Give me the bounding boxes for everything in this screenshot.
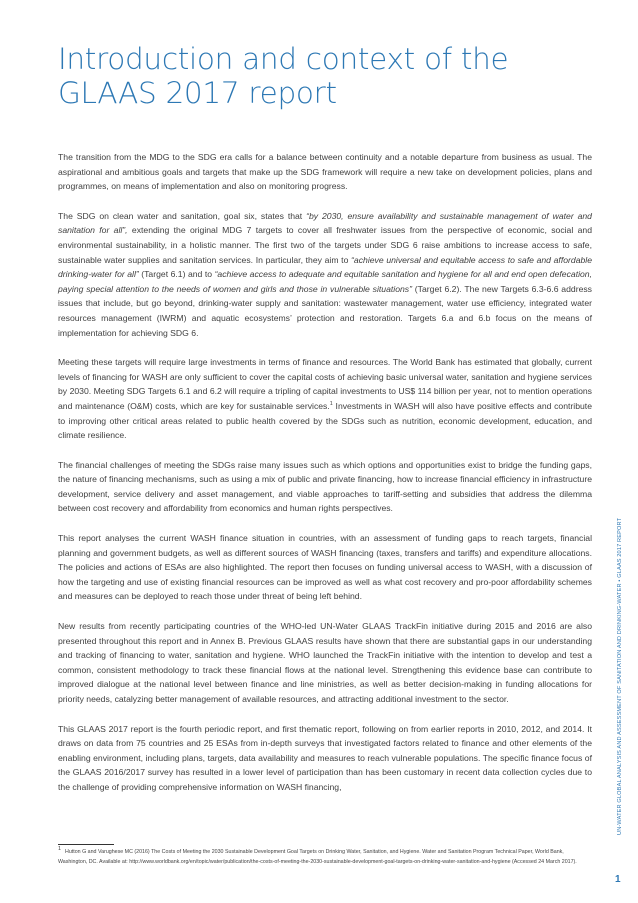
text-run: New results from recently participating countries of the WHO-led UN-Water GLAAS TrackFin initiative during 2015 and 2016 are also presented throughout this report and in Annex B. Previous GLAAS results have shown that there are substantial gaps in our understanding and tracking of financing to water, sanitation and hygiene. WHO launched the TrackFin initiative with the intention to develop and test a common, consistent methodology to track these financial flows at the national level. Strengthening this evidence base can contribute to improved dialogue at the national level between finance and line ministries, as well as better decision-making in funding allocations for priority needs, catalyzing better management of available resources, and attracting additional investment to the sector.: [58, 621, 592, 704]
text-run: Meeting these targets will require large investments in terms of finance and resources. The World Bank has estimated that globally, current levels of financing for WASH are only sufficient to cover the capital costs of achieving basic universal water, sanitation and hygiene services by 2030. Meeting SDG Targets 6.1 and 6.2 will require a tripling of capital investments to US$ 114 billion per year, not to mention operations and maintenance (O&M) costs, which are key for sustainable services.: [58, 357, 592, 411]
body-text: [58, 150, 592, 810]
text-run: The transition from the MDG to the SDG era calls for a balance between continuity and a notable departure from business as usual. The aspirational and ambitious goals and targets that make up the SDG framework will require a new take on development policies, plans and programmes, on means of implementation and also on monitoring progress.: [58, 152, 592, 192]
paragraph: [58, 458, 592, 516]
quoted-text: “achieve universal and equitable access to safe and affordable drinking-water for all”: [58, 254, 592, 280]
text-run: The financial challenges of meeting the SDGs raise many issues such as which options and opportunities exist to bridge the funding gaps, the nature of financing mechanisms, such as using a mix of public and private financing, how to increase financial efficiency in infrastructure development, service delivery and asset management, and viable approaches to tariff-setting and subsidies that address the dilemma between cost recovery and affordability from economics and human rights perspectives.: [58, 459, 592, 514]
quoted-text: “achieve access to adequate and equitable sanitation and hygiene for all and end open defecation, paying special attention to the needs of women and girls and those in vulnerable situations”: [58, 269, 592, 294]
paragraph: [58, 722, 592, 795]
page-title: Introduction and context of the GLAAS 2017 report: [58, 42, 509, 110]
report-series-label: UN-WATER GLOBAL ANALYSIS AND ASSESSMENT OF SANITATION AND DRINKING-WATER • GLAAS 2017 REPORT: [617, 517, 623, 835]
paragraph: [58, 209, 592, 340]
footnote-text: Hutton G and Varughese MC (2016) The Costs of Meeting the 2030 Sustainable Development Goal Targets on Drinking Water, Sanitation, and Hygiene. Water and Sanitation Program Technical Paper, World Bank, Washington, DC. Available at: http://www.worldbank.org/en/topic/water/publication/the-costs-of-meeting-the-2030-sustainable-development-goal-targets-on-drinking-water-sanitation-and-hygiene (Accessed 24 March 2017).: [58, 849, 577, 865]
text-run: The SDG on clean water and sanitation, goal six, states that: [58, 210, 307, 221]
footnote-ref: 1: [329, 401, 333, 408]
paragraph: [58, 619, 592, 707]
page-number: 1: [615, 874, 621, 885]
text-run: This GLAAS 2017 report is the fourth periodic report, and first thematic report, following on from earlier reports in 2010, 2012, and 2014. It draws on data from 75 countries and 25 ESAs from in-depth surveys that investigated factors related to finance and other elements of the enabling environment, including plans, targets, data availability and measures to reach vulnerable populations. The specific finance focus of the GLAAS 2016/2017 survey has resulted in a lower level of participation than has been customary in recent data collection cycles due to the challenge of providing comprehensive information on WASH financing,: [58, 723, 592, 792]
quoted-text: “by 2030, ensure availability and sustainable management of water and sanitation for all”,: [58, 210, 592, 236]
text-run: extending the original MDG 7 targets to cover all freshwater issues from the perspective of economic, social and environmental sustainability, in a holistic manner. The first two of the targets under SDG 6 raise ambitions to increase access to safe, sustainable water supplies and sanitation services. In particular, they aim to: [58, 225, 592, 265]
paragraph: [58, 355, 592, 443]
paragraph: [58, 150, 592, 194]
footnote-divider: [58, 844, 114, 845]
footnote: $^1$ Hutton G and Varughese MC (2016) The Costs of Meeting the 2030 Sustainable Development Goal Targets on Drinking Water, Sanitation, and Hygiene. Water and Sanitation Program Technical Paper, World Bank, Washington, DC. Available at: http://www.worldbank.org/en/topic/water/publication/the-costs-of-meeting-the-2030-sustainable-development-goal-targets-on-drinking-water-sanitation-and-hygiene (Accessed 24 March 2017).: [58, 846, 577, 865]
paragraph: [58, 531, 592, 604]
text-run: (Target 6.2). The new Targets 6.3-6.6 address issues that include, but go beyond, drinking-water supply and sanitation: wastewater management, water use efficiency, integrated water resources management (IWRM) and aquatic ecosystems’ protection and restoration. Targets 6.a and 6.b focus on the means of implementation for achieving SDG 6.: [58, 283, 592, 338]
text-run: This report analyses the current WASH finance situation in countries, with an assessment of funding gaps to reach targets, financial planning and government budgets, as well as different sources of WASH financing (taxes, transfers and tariffs) and expenditure allocations. The policies and actions of ESAs are also highlighted. The report then focuses on funding universal access to WASH, with a discussion of how the targeting and use of existing financial resources can be improved as well as what cost recovery and pro-poor affordability schemes and measures can be deployed to reach those under threat of being left behind.: [58, 533, 592, 602]
text-run: Investments in WASH will also have positive effects and contribute to improving other critical areas related to public health covered by the SDGs such as nutrition, economic development, education, and climate resilience.: [58, 400, 592, 441]
text-run: (Target 6.1) and to: [138, 269, 215, 280]
